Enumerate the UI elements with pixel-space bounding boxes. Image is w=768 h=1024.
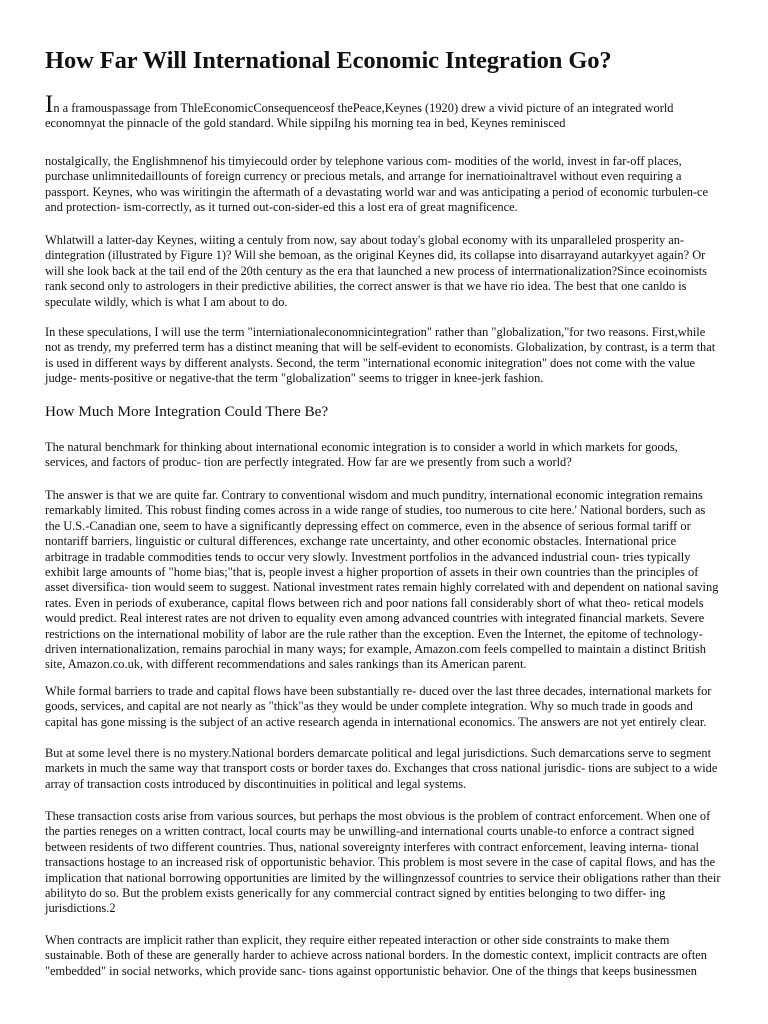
article-title: How Far Will International Economic Integration Go?	[45, 47, 612, 74]
body-paragraph: These transaction costs arise from various sources, but perhaps the most obvious is the problem of contract enforcement. When one of the parties reneges on a written contract, local courts may be unwilling-and international courts unable-to enforce a contract signed between residents of two different countries. Thus, national sovereignty interferes with contract enforcement, leaving interna- tional transactions hostage to an increased risk of opportunistic behavior. This problem is most severe in the case of capital flows, and has the implication that national borrowing opportunities are limited by the willingnzessof countries to service their obligations rather than their abilityto do so. But the problem exists generically for any commercial contract signed by entities belonging to two differ- ing jurisdictions.2	[45, 809, 721, 916]
body-paragraph: nostalgically, the Englishmnenof his timyiecould order by telephone various com- modities of the world, invest in far-off places, purchase unlimnitedaillounts of foreign currency or precious metals, and arrange for inernatioinaltravel without even requiring a passport. Keynes, who was wiritingin the aftermath of a devastating world war and was anticipating a period of economic turbulen-ce and protection- ism-correctly, as it turned out-con-sider-ed this a lost era of great magnificence.	[45, 154, 709, 215]
intro-paragraph	[45, 91, 723, 132]
intro-text: n a framouspassage from ThleEconomicConsequenceosf thePeace,Keynes (1920) drew a vivid picture of an integrated world economnyat the pinnacle of the gold standard. While sippiIng his morning tea in bed, Keynes reminisced	[45, 101, 674, 131]
body-paragraph: In these speculations, I will use the term "interniationaleconomnicintegration" rather than "globalization,"for two reasons. First,while not as trendy, my preferred term has a distinct meaning that will be self-evident to economists. Globalization, by contrast, is a term that is used in different ways by different analysts. Second, the term "international economic initegration" does not come with the value judge- ments-positive or negative-that the term "globalization" seems to trigger in knee-jerk fashion.	[45, 325, 716, 386]
body-paragraph: While formal barriers to trade and capital flows have been substantially re- duced over the last three decades, international markets for goods, services, and capital are not nearly as "thick"as they would be under complete integration. Why so much trade in goods and capital has gone missing is the subject of an active research agenda in international economics. The answers are not yet entirely clear.	[45, 684, 712, 729]
body-paragraph: Whlatwill a latter-day Keynes, wiiting a centuly from now, say about today's global economy with its unparalleled prosperity an-dintegration (illustrated by Figure 1)? Will she bemoan, as the original Keynes did, its collapse into disarrayand autarkyyet again? Or will she look back at the tail end of the 20th century as the era that launched a new process of interrnationalization?Since ecoinomists rank second only to astrologers in their predictive abilities, the correct answer is that we have rio idea. The best that one canldo is speculate wildly, which is what I am about to do.	[45, 233, 707, 309]
body-paragraph: The natural benchmark for thinking about international economic integration is to consider a world in which markets for goods, services, and factors of produc- tion are perfectly integrated. How far are we presently from such a world?	[45, 440, 678, 470]
body-paragraph: But at some level there is no mystery.National borders demarcate political and legal jurisdictions. Such demarcations serve to segment markets in much the same way that transport costs or border taxes do. Exchanges that cross national jurisdic- tions are subject to a wide array of transaction costs introduced by discontinuities in political and legal systems.	[45, 746, 718, 791]
body-paragraph: The answer is that we are quite far. Contrary to conventional wisdom and much punditry, international economic integration remains remarkably limited. This robust finding comes across in a wide range of studies, too numerous to cite here.' National borders, such as the U.S.-Canadian one, seem to have a significantly depressing effect on commerce, even in the absence of serious formal tariff or nontariff barriers, linguistic or cultural differences, exchange rate uncertainty, and other economic obstacles. International price arbitrage in tradable commodities tends to occur very slowly. Investment portfolios in the advanced industrial coun- tries typically exhibit large amounts of "home bias;"that is, people invest a higher proportion of assets in their own countries than the principles of asset diversifica- tion would seem to suggest. National investment rates remain highly correlated with and dependent on national saving rates. Even in periods of exuberance, capital flows between rich and poor nations fall considerably short of what theo- retical models would predict. Real interest rates are not driven to equality even among advanced countries with integrated financial markets. Severe restrictions on the international mobility of labor are the rule rather than the exception. Even the Internet, the epitome of technology-driven internationalization, remains parochial in many ways; for example, Amazon.com feels compelled to maintain a distinct British site, Amazon.co.uk, with different recommendations and sales rankings than its American parent.	[45, 488, 719, 672]
section-heading: How Much More Integration Could There Be?	[45, 403, 329, 420]
drop-cap: I	[45, 91, 54, 118]
body-paragraph: When contracts are implicit rather than explicit, they require either repeated interaction or other side constraints to make them sustainable. Both of these are generally harder to achieve across national borders. In the domestic context, implicit contracts are often "embedded" in social networks, which provide sanc- tions against opportunistic behavior. One of the things that keeps businessmen	[45, 933, 707, 978]
